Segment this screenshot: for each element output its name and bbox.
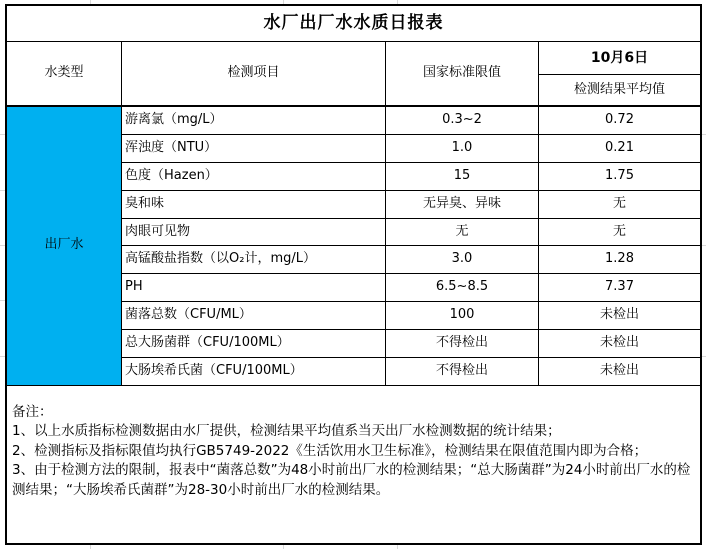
row-item: 浑浊度（NTU） — [122, 135, 386, 163]
water-quality-report-table — [5, 4, 702, 545]
header-test-item: 检测项目 — [122, 42, 386, 107]
row-item: 菌落总数（CFU/ML） — [122, 302, 386, 330]
row-result: 未检出 — [539, 302, 700, 330]
row-result: 0.21 — [539, 135, 700, 163]
row-result: 未检出 — [539, 358, 700, 386]
row-result: 无 — [539, 191, 700, 219]
row-limit: 6.5~8.5 — [386, 274, 539, 302]
header-water-type: 水类型 — [7, 42, 122, 107]
sheet-gridline — [283, 545, 284, 549]
row-result: 1.28 — [539, 246, 700, 274]
row-limit: 不得检出 — [386, 358, 539, 386]
row-item: PH — [122, 274, 386, 302]
row-item: 色度（Hazen） — [122, 163, 386, 191]
header-average-result: 检测结果平均值 — [539, 75, 700, 107]
note-line-1: 1、以上水质指标检测数据由水厂提供，检测结果平均值系当天出厂水检测数据的统计结果； — [12, 423, 561, 440]
notes-label: 备注： — [12, 403, 53, 420]
row-limit: 15 — [386, 163, 539, 191]
water-type-cell: 出厂水 — [7, 107, 122, 386]
row-limit: 100 — [386, 302, 539, 330]
sheet-gridline — [702, 356, 706, 357]
row-limit: 1.0 — [386, 135, 539, 163]
row-result: 7.37 — [539, 274, 700, 302]
row-result: 无 — [539, 219, 700, 247]
row-limit: 不得检出 — [386, 330, 539, 358]
sheet-gridline — [397, 545, 398, 549]
sheet-gridline — [702, 134, 706, 135]
sheet-gridline — [702, 245, 706, 246]
row-item: 高锰酸盐指数（以O₂计，mg/L） — [122, 246, 386, 274]
row-limit: 0.3~2 — [386, 107, 539, 135]
report-title: 水厂出厂水水质日报表 — [7, 6, 700, 42]
row-item: 总大肠菌群（CFU/100ML） — [122, 330, 386, 358]
notes-cell — [7, 386, 700, 543]
row-item: 游离氯（mg/L） — [122, 107, 386, 135]
row-result: 未检出 — [539, 330, 700, 358]
row-item: 臭和味 — [122, 191, 386, 219]
note-line-3: 3、由于检测方法的限制，报表中“菌落总数”为48小时前出厂水的检测结果；“总大肠菌群”为24小时前出厂水的检测结果；“大肠埃希氏菌群”为28-30小时前出厂水的检测结果。 — [12, 462, 691, 498]
row-result: 0.72 — [539, 107, 700, 135]
row-item: 肉眼可见物 — [122, 219, 386, 247]
row-limit: 无异臭、异味 — [386, 191, 539, 219]
row-result: 1.75 — [539, 163, 700, 191]
note-line-2: 2、检测指标及指标限值均执行GB5749-2022《生活饮用水卫生标准》，检测结果在限值范围内即为合格； — [12, 442, 648, 459]
header-date: 10月6日 — [539, 42, 700, 75]
header-national-standard-limit: 国家标准限值 — [386, 42, 539, 107]
sheet-gridline — [90, 545, 91, 549]
row-item: 大肠埃希氏菌（CFU/100ML） — [122, 358, 386, 386]
row-limit: 3.0 — [386, 246, 539, 274]
row-limit: 无 — [386, 219, 539, 247]
